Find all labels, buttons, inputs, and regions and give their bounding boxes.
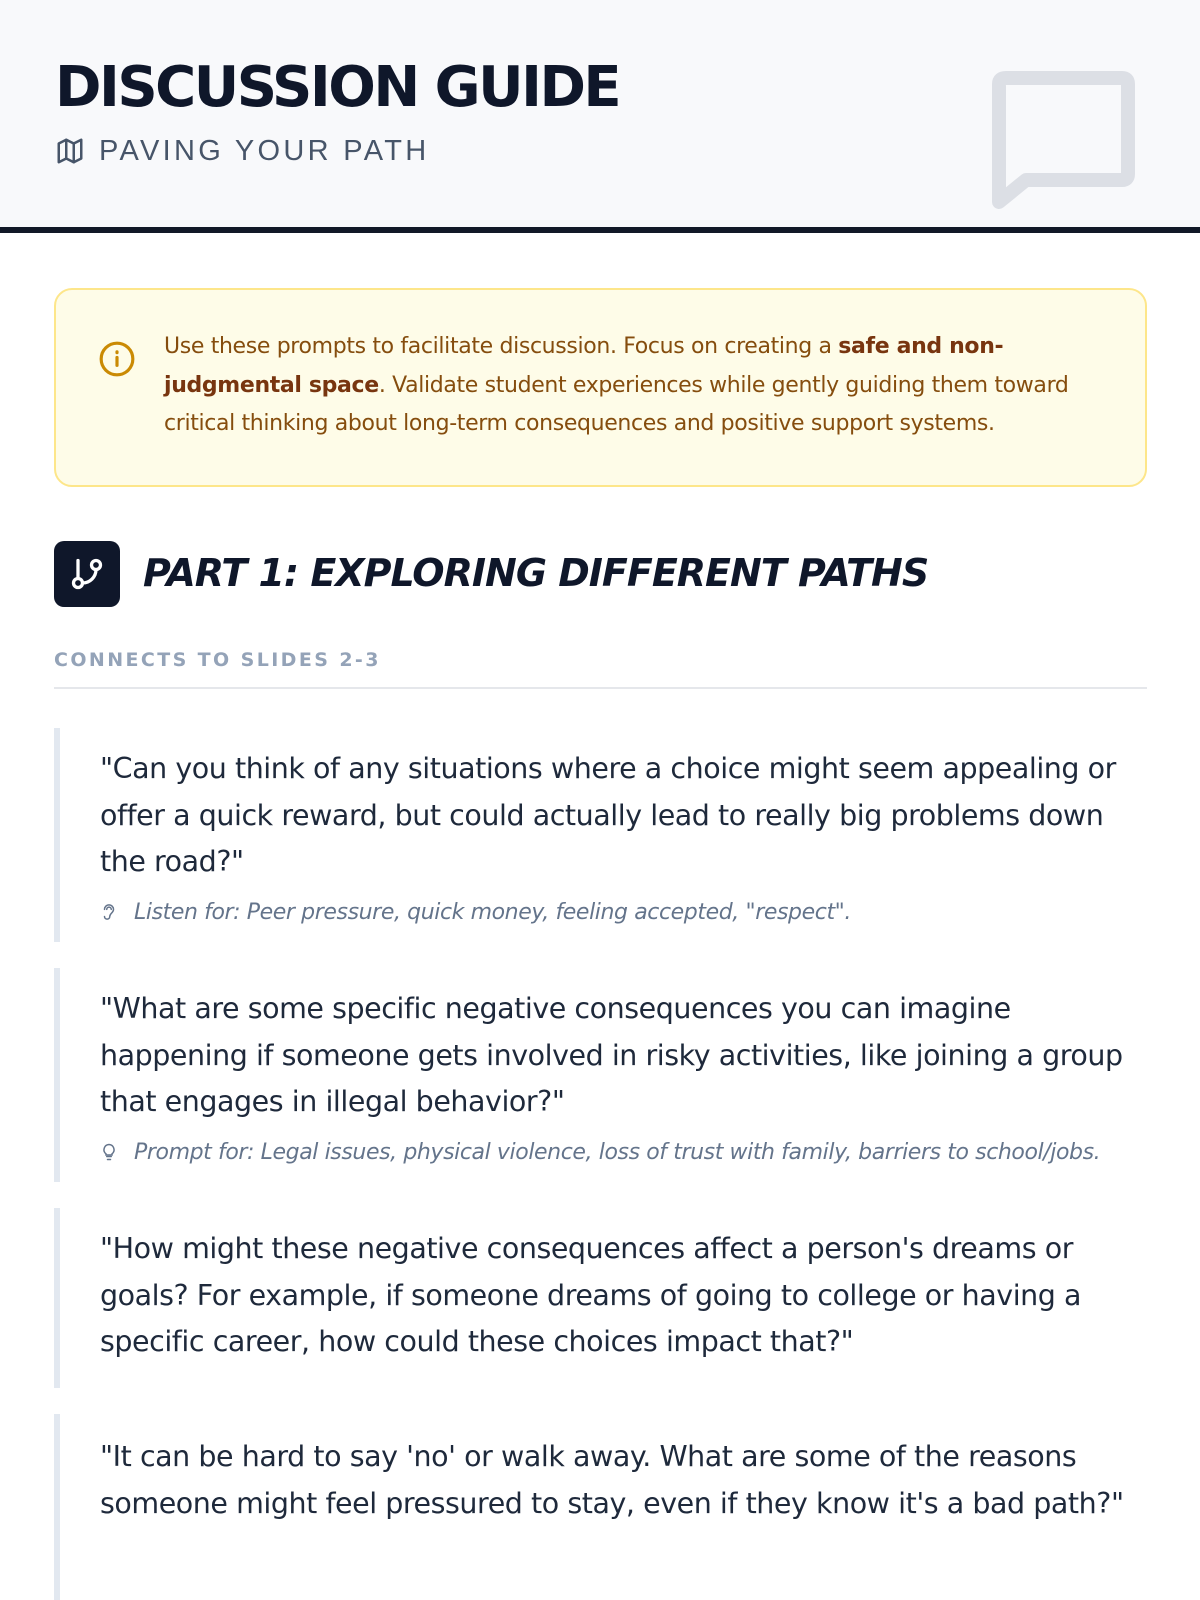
map-icon [55, 136, 85, 166]
question-card [54, 1414, 1147, 1600]
part-badge [54, 541, 120, 607]
facilitator-note [54, 288, 1147, 487]
section-divider [54, 687, 1147, 689]
page-subtitle [55, 133, 430, 169]
question-card [54, 1208, 1147, 1388]
question-card [54, 968, 1147, 1182]
question-hint [100, 900, 1147, 925]
lightbulb-icon [100, 1143, 118, 1161]
hint-text: Listen for: Peer pressure, quick money, feeling accepted, "respect". [134, 899, 851, 925]
slides-reference: CONNECTS TO SLIDES 2-3 [54, 649, 381, 671]
question-text: "Can you think of any situations where a choice might seem appealing or offer a quick reward, but could actually lead to really big problems down the road?" [100, 752, 1116, 878]
info-icon [98, 340, 136, 378]
subtitle-label: PAVING YOUR PATH [99, 134, 430, 167]
question-hint [100, 1140, 1147, 1165]
guide-header [0, 0, 1200, 233]
page-title: DISCUSSION GUIDE [55, 55, 620, 120]
question-text: "What are some specific negative consequences you can imagine happening if someone gets involved in risky activities, like joining a group that engages in illegal behavior?" [100, 992, 1123, 1118]
question-card [54, 728, 1147, 942]
note-text: Use these prompts to facilitate discussion. Focus on creating a safe and non-judgmental space. Validate student experiences while gently guiding them toward critical thinking about long-term consequences and positive support systems. [164, 334, 1069, 436]
note-emphasis: safe and non-judgmental space [164, 334, 1004, 398]
question-text: "It can be hard to say 'no' or walk away. What are some of the reasons someone might feel pressured to stay, even if they know it's a bad path?" [100, 1440, 1124, 1520]
hint-text: Prompt for: Legal issues, physical violence, loss of trust with family, barriers to school/jobs. [134, 1139, 1101, 1165]
git-branch-icon [69, 556, 105, 592]
speech-bubble-icon [990, 64, 1142, 210]
part-title: PART 1: EXPLORING DIFFERENT PATHS [143, 551, 929, 595]
question-text: "How might these negative consequences affect a person's dreams or goals? For example, if someone dreams of going to college or having a specific career, how could these choices impact that?" [100, 1232, 1082, 1358]
ear-icon [100, 903, 118, 921]
